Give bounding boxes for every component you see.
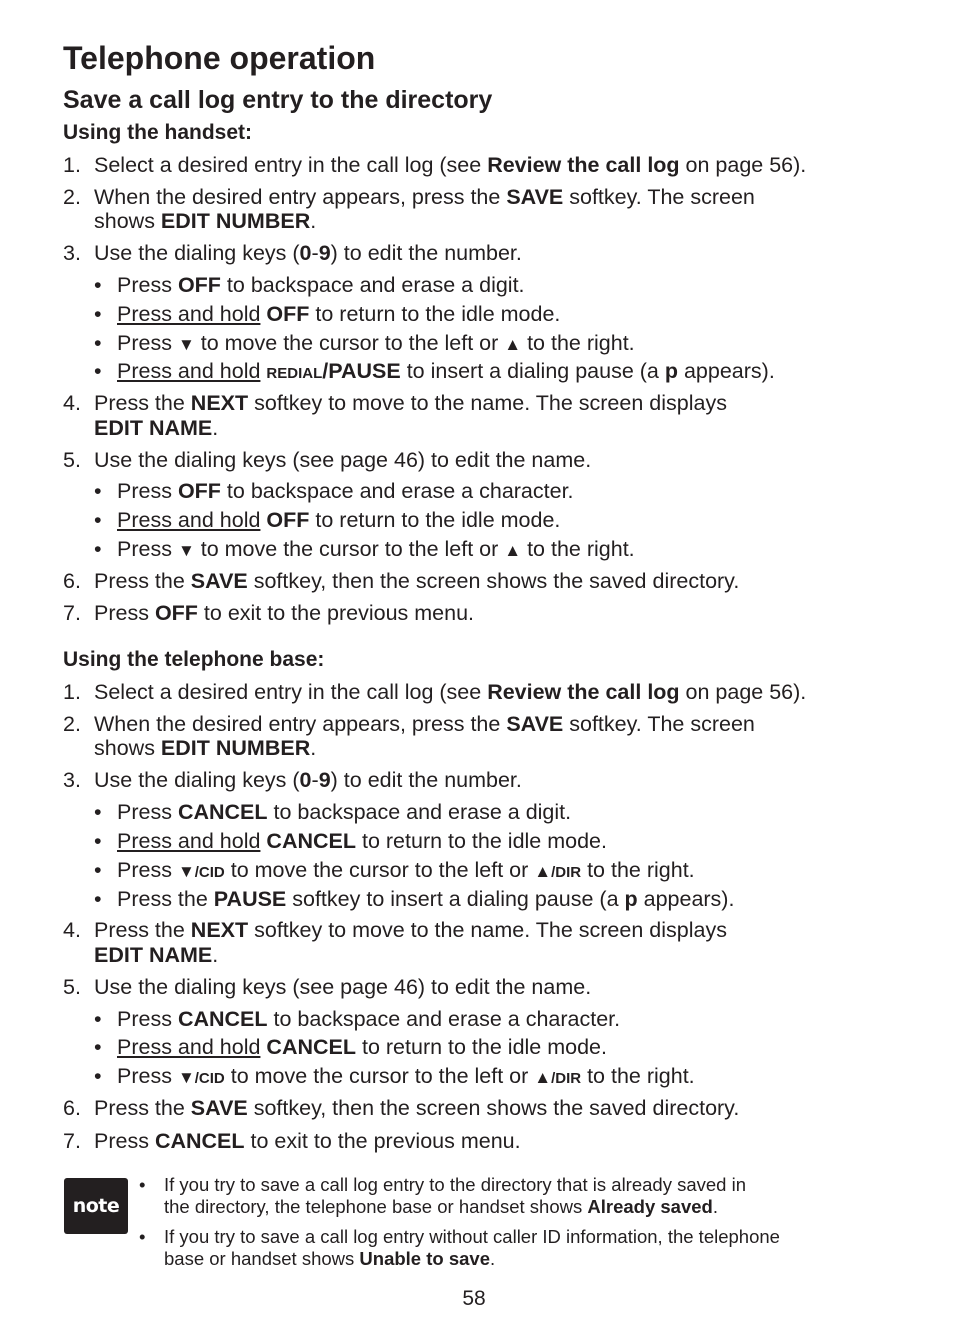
bullet: • [139,1174,146,1195]
step-number: 7. [63,601,81,625]
page-number: 58 [462,1287,486,1310]
step-number: 3. [63,768,81,792]
bullet-text: Press and hold CANCEL to return to the idle mode. [117,1035,607,1059]
step-number: 4. [63,391,81,415]
step-number: 5. [63,975,81,999]
bullet-text: Press ▼ to move the cursor to the left or ▲ to the right. [117,537,635,561]
step-text: Use the dialing keys (0-9) to edit the number. [94,241,522,265]
bullet-text: Press ▼/CID to move the cursor to the left or ▲/DIR to the right. [117,1064,695,1088]
step-text: Use the dialing keys (see page 46) to edit the name. [94,975,592,999]
bullet-text: Press and hold OFF to return to the idle mode. [117,302,561,326]
bullet: • [94,302,102,326]
bullet: • [94,887,102,911]
step-number: 4. [63,918,81,942]
step-number: 7. [63,1129,81,1153]
bullet: • [139,1226,146,1247]
bullet: • [94,479,102,503]
bullet-text: Press OFF to backspace and erase a digit. [117,273,525,297]
step-text: Press the NEXT softkey to move to the name. The screen displays [94,391,727,415]
base-heading: Using the telephone base: [63,648,325,671]
down-arrow-icon: ▼ [177,541,195,560]
step-text: EDIT NAME. [94,416,219,440]
bullet-text: Press CANCEL to backspace and erase a digit. [117,800,572,824]
step-text: shows EDIT NUMBER. [94,209,317,233]
step-number: 3. [63,241,81,265]
bullet: • [94,273,102,297]
step-number: 2. [63,185,81,209]
step-text: Press the SAVE softkey, then the screen shows the saved directory. [94,569,740,593]
step-text: EDIT NAME. [94,943,219,967]
bullet-text: Press and hold OFF to return to the idle mode. [117,508,561,532]
step-text: Select a desired entry in the call log (see Review the call log on page 56). [94,680,807,704]
step-number: 1. [63,153,81,177]
page-title: Telephone operation [63,40,376,76]
step-text: Press CANCEL to exit to the previous menu. [94,1129,521,1153]
bullet: • [94,829,102,853]
step-number: 6. [63,1096,81,1120]
bullet-text: Press OFF to backspace and erase a character. [117,479,574,503]
step-text: Use the dialing keys (0-9) to edit the number. [94,768,522,792]
bullet: • [94,1064,102,1088]
down-arrow-icon: ▼ [177,862,195,881]
step-text: Press the NEXT softkey to move to the name. The screen displays [94,918,727,942]
bullet: • [94,1035,102,1059]
step-text: Press the SAVE softkey, then the screen shows the saved directory. [94,1096,740,1120]
down-arrow-icon: ▼ [177,335,195,354]
step-text: Press OFF to exit to the previous menu. [94,601,475,625]
step-number: 1. [63,680,81,704]
handset-heading: Using the handset: [63,121,253,144]
note-icon [64,1178,128,1234]
bullet: • [94,508,102,532]
bullet-text: Press CANCEL to backspace and erase a character. [117,1007,621,1031]
bullet: • [94,800,102,824]
bullet-text: Press ▼/CID to move the cursor to the left or ▲/DIR to the right. [117,858,695,882]
bullet-text: Press ▼ to move the cursor to the left or ▲ to the right. [117,331,635,355]
note-label: note [72,1195,120,1217]
step-text: Select a desired entry in the call log (see Review the call log on page 56). [94,153,807,177]
up-arrow-icon: ▲ [534,1068,552,1087]
step-text: shows EDIT NUMBER. [94,736,317,760]
step-number: 6. [63,569,81,593]
up-arrow-icon: ▲ [534,862,552,881]
note-text: If you try to save a call log entry without caller ID information, the telephone [164,1226,780,1247]
bullet-text: Press the PAUSE softkey to insert a dialing pause (a p appears). [117,887,735,911]
bullet: • [94,359,102,383]
up-arrow-icon: ▲ [504,541,522,560]
down-arrow-icon: ▼ [177,1068,195,1087]
step-text: When the desired entry appears, press the SAVE softkey. The screen [94,712,755,736]
note-text: If you try to save a call log entry to the directory that is already saved in [164,1174,747,1195]
step-number: 2. [63,712,81,736]
bullet-text: Press and hold CANCEL to return to the idle mode. [117,829,607,853]
bullet: • [94,331,102,355]
section-title: Save a call log entry to the directory [63,86,493,114]
bullet: • [94,537,102,561]
note-text: base or handset shows Unable to save. [164,1248,496,1269]
step-text: Use the dialing keys (see page 46) to edit the name. [94,448,592,472]
up-arrow-icon: ▲ [504,335,522,354]
step-text: When the desired entry appears, press the SAVE softkey. The screen [94,185,755,209]
step-number: 5. [63,448,81,472]
bullet: • [94,858,102,882]
note-text: the directory, the telephone base or handset shows Already saved. [164,1196,718,1217]
bullet-text: Press and hold REDIAL/PAUSE to insert a dialing pause (a p appears). [117,359,775,383]
bullet: • [94,1007,102,1031]
